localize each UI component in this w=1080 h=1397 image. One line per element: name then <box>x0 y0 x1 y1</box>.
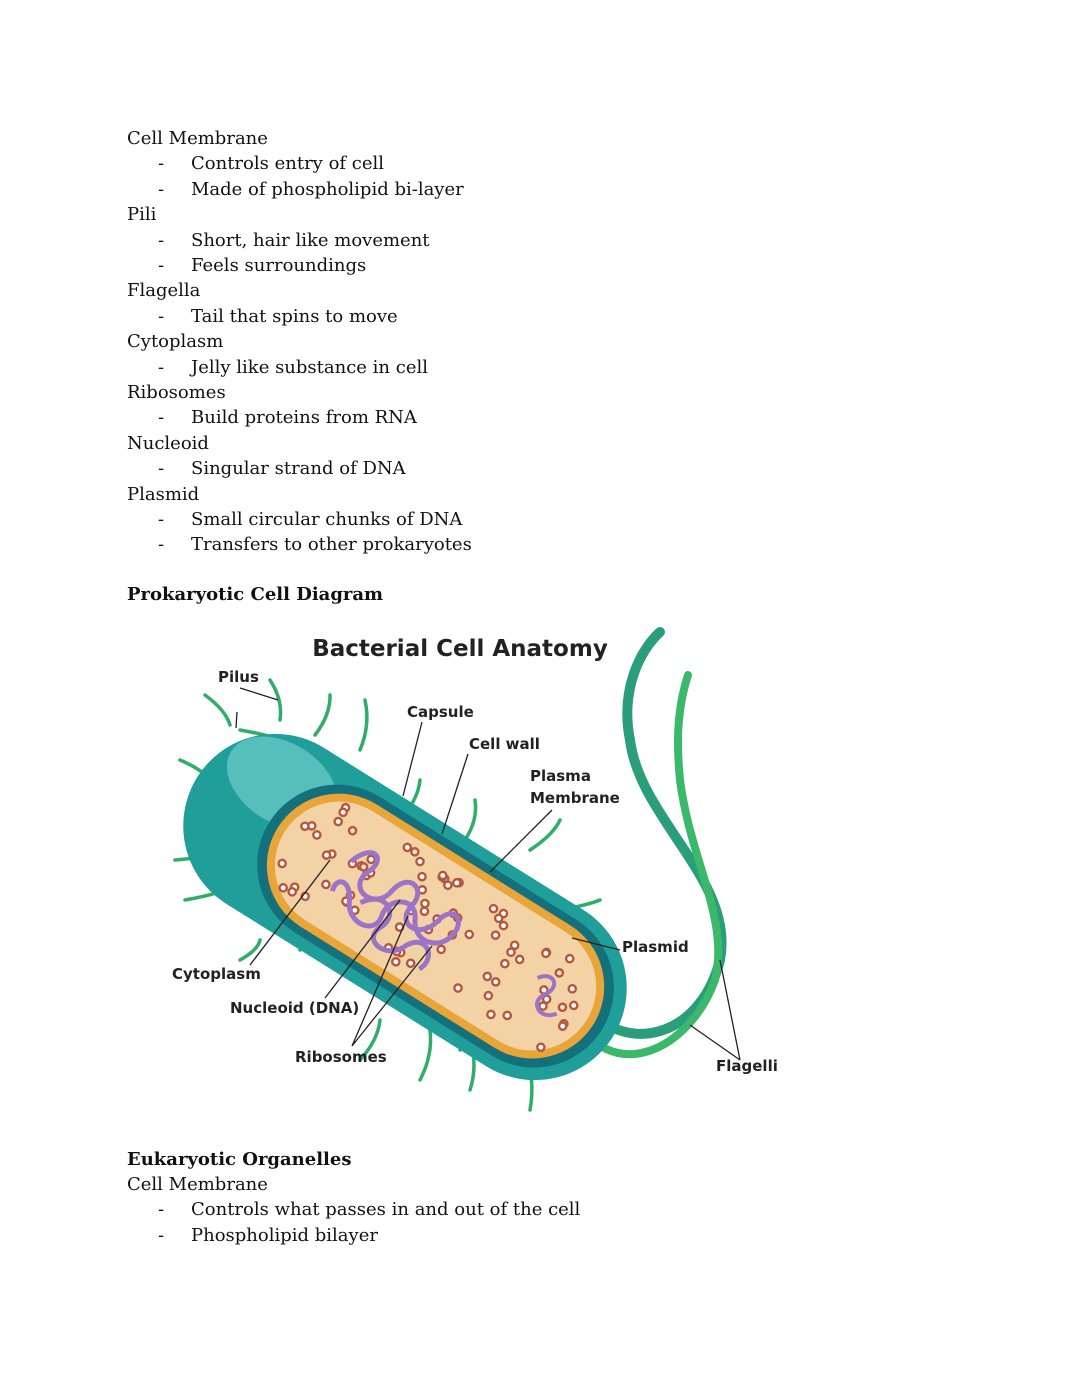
label-plasma: Plasma <box>530 767 591 785</box>
note-term: Cell Membrane <box>127 128 268 149</box>
note-point: Build proteins from RNA <box>191 407 417 429</box>
label-cell-wall: Cell wall <box>469 735 540 753</box>
pilus-hair <box>315 695 330 735</box>
label-capsule: Capsule <box>407 703 474 721</box>
label-cytoplasm: Cytoplasm <box>172 965 261 983</box>
bullet-dash: - <box>158 178 165 200</box>
note-point: Singular strand of DNA <box>191 458 406 480</box>
note-point: Controls entry of cell <box>191 153 385 175</box>
bullet-dash: - <box>158 1199 165 1221</box>
bullet-dash: - <box>158 534 165 556</box>
bacterial-cell-diagram <box>0 620 1080 1130</box>
bullet-dash: - <box>158 229 165 251</box>
pilus-hair <box>360 700 367 750</box>
label-ribosomes: Ribosomes <box>295 1048 387 1066</box>
pilus-hair <box>530 820 560 850</box>
note-point: Transfers to other prokaryotes <box>191 534 472 556</box>
note-point: Phospholipid bilayer <box>191 1224 378 1246</box>
label-nucleoid: Nucleoid (DNA) <box>230 999 360 1017</box>
bullet-dash: - <box>158 1224 165 1246</box>
note-point: Small circular chunks of DNA <box>191 509 463 530</box>
bullet-dash: - <box>158 356 165 378</box>
note-term: Cytoplasm <box>127 331 224 353</box>
note-term: Plasmid <box>127 483 200 505</box>
diagram-title: Bacterial Cell Anatomy <box>312 636 608 662</box>
note-point: Made of phospholipid bi-layer <box>191 178 464 200</box>
cell-body <box>148 699 661 1115</box>
label-membrane: Membrane <box>530 789 620 807</box>
note-point: Controls what passes in and out of the cell <box>191 1199 581 1221</box>
bullet-dash: - <box>158 407 165 429</box>
note-point: Short, hair like movement <box>191 229 430 251</box>
pilus-hair <box>240 940 260 960</box>
eukaryotic-heading: Eukaryotic Organelles <box>127 1149 352 1170</box>
bullet-dash: - <box>158 305 165 327</box>
note-term: Ribosomes <box>127 382 226 403</box>
pilus-hair <box>205 695 230 725</box>
bullet-dash: - <box>158 153 165 175</box>
bullet-dash: - <box>158 255 165 276</box>
label-pilus: Pilus <box>218 668 259 686</box>
note-term: Flagella <box>127 280 201 302</box>
label-flagelli: Flagelli <box>716 1057 778 1075</box>
label-plasmid: Plasmid <box>622 938 689 956</box>
note-term: Nucleoid <box>127 432 209 454</box>
note-point: Jelly like substance in cell <box>191 356 428 378</box>
pilus-hair <box>465 800 476 840</box>
diagram-heading: Prokaryotic Cell Diagram <box>127 584 384 605</box>
pilus-hair <box>270 680 281 720</box>
note-term: Pili <box>127 204 157 226</box>
pilus-hair <box>420 1030 431 1080</box>
note-point: Feels surroundings <box>191 255 367 276</box>
note-point: Tail that spins to move <box>191 305 398 327</box>
note-term: Cell Membrane <box>127 1174 268 1195</box>
bullet-dash: - <box>158 458 165 480</box>
bullet-dash: - <box>158 509 165 530</box>
